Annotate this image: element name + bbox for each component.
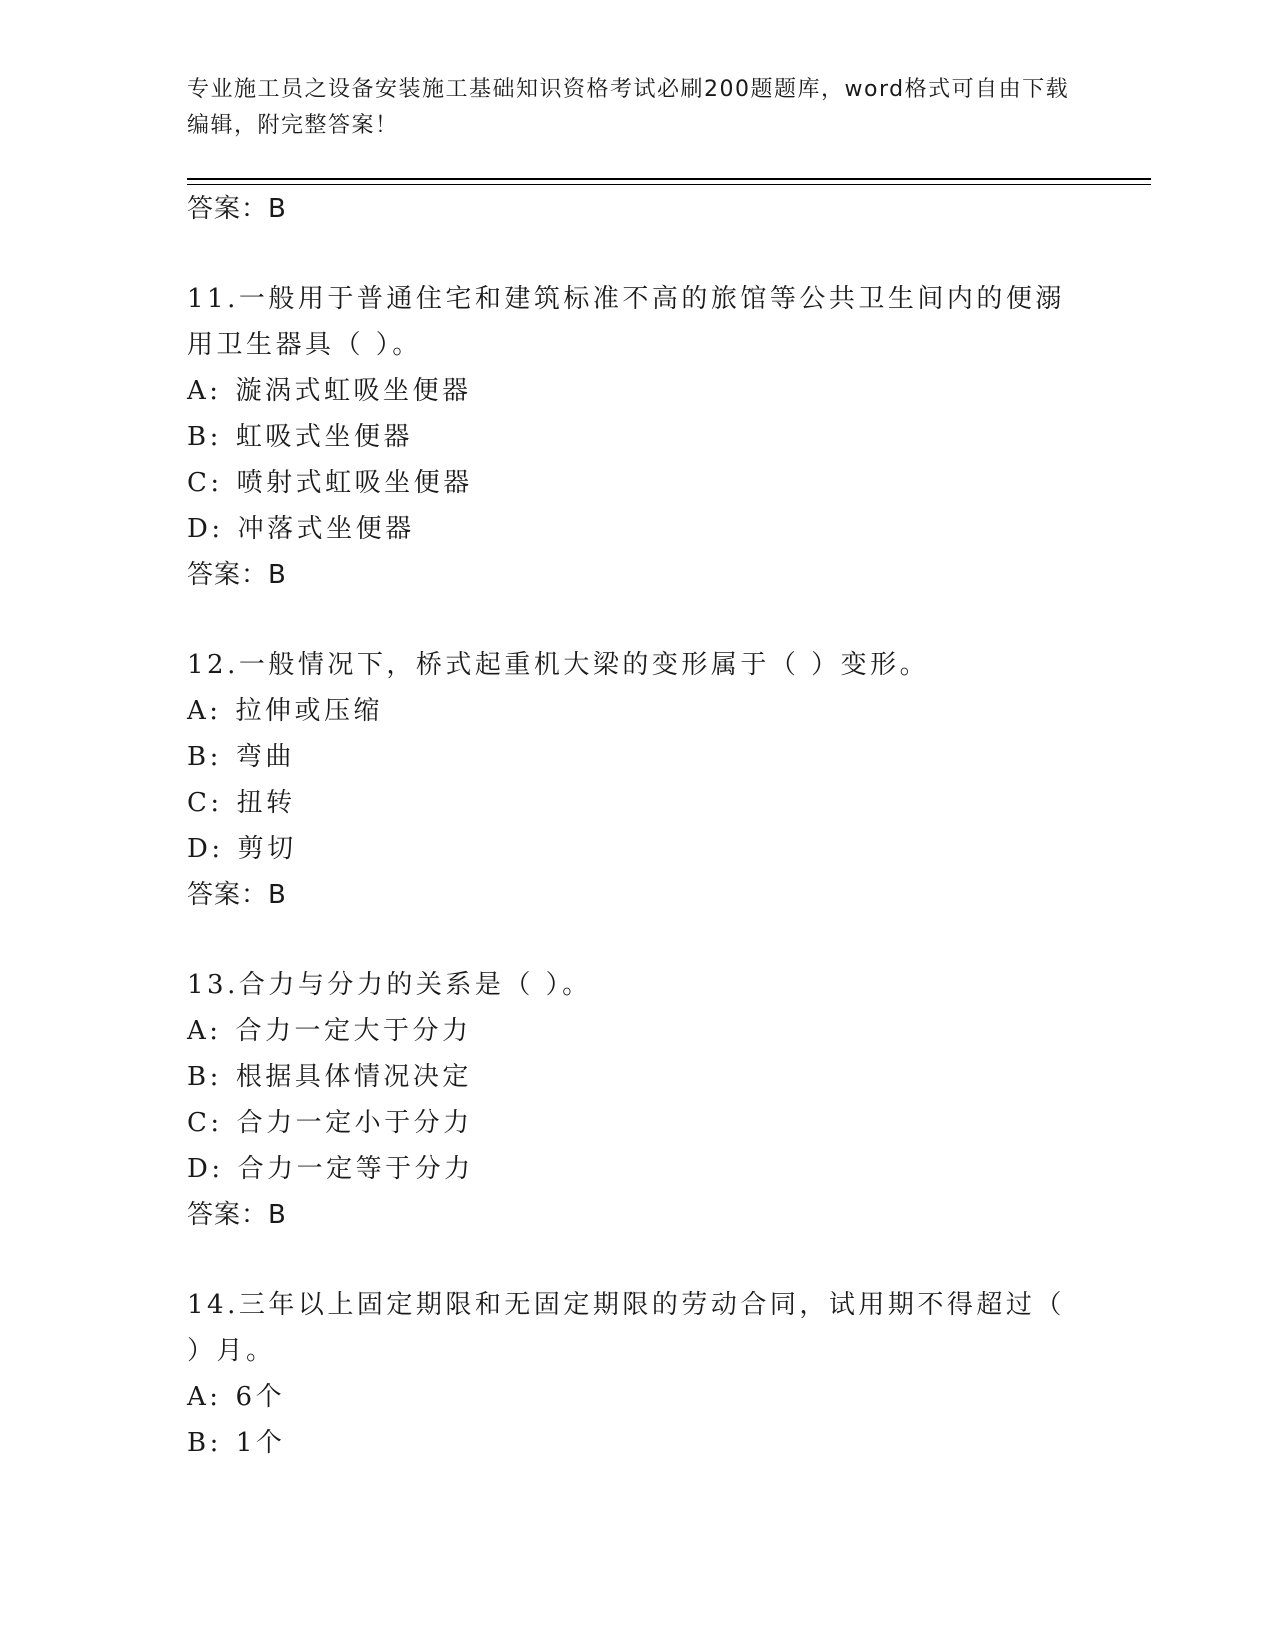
question-12 — [187, 642, 1087, 918]
spacer — [187, 232, 1087, 276]
option-text: 1个 — [235, 1428, 286, 1458]
question-list — [187, 186, 1087, 1466]
spacer — [187, 1238, 1087, 1282]
question-stem: 14.三年以上固定期限和无固定期限的劳动合同，试用期不得超过（ ）月。 — [187, 1290, 1065, 1366]
option-text: 拉伸或压缩 — [235, 696, 384, 726]
option-key: B: — [187, 1062, 222, 1092]
question-11 — [187, 276, 1087, 598]
option-key: A: — [187, 1382, 222, 1412]
option-text: 6个 — [235, 1382, 286, 1412]
option-text: 剪切 — [237, 834, 297, 864]
option-key: D: — [187, 834, 224, 864]
option-key: D: — [187, 514, 224, 544]
option-b — [187, 1420, 1087, 1466]
header-divider-thick — [187, 178, 1151, 180]
document-header: 专业施工员之设备安装施工基础知识资格考试必刷200题题库，word格式可自由下载编辑，附完整答案！ — [187, 77, 1070, 138]
option-key: D: — [187, 1154, 224, 1184]
option-key: B: — [187, 1428, 222, 1458]
spacer — [187, 598, 1087, 642]
option-b — [187, 734, 1087, 780]
option-c — [187, 1100, 1087, 1146]
option-key: C: — [187, 468, 223, 498]
spacer — [187, 918, 1087, 962]
option-text: 根据具体情况决定 — [235, 1062, 472, 1092]
question-answer: 答案：B — [187, 880, 287, 910]
option-key: C: — [187, 1108, 223, 1138]
option-c — [187, 780, 1087, 826]
option-text: 合力一定小于分力 — [236, 1108, 473, 1138]
option-key: A: — [187, 1016, 222, 1046]
header-divider-thin — [187, 184, 1151, 185]
option-a — [187, 688, 1087, 734]
option-b — [187, 414, 1087, 460]
option-text: 漩涡式虹吸坐便器 — [235, 376, 472, 406]
question-answer: 答案：B — [187, 560, 287, 590]
option-d — [187, 1146, 1087, 1192]
option-key: B: — [187, 742, 222, 772]
question-answer: 答案：B — [187, 1200, 287, 1230]
option-a — [187, 368, 1087, 414]
option-key: B: — [187, 422, 222, 452]
option-text: 合力一定大于分力 — [235, 1016, 472, 1046]
question-stem: 11.一般用于普通住宅和建筑标准不高的旅馆等公共卫生间内的便溺用卫生器具（ ）。 — [187, 284, 1065, 360]
option-b — [187, 1054, 1087, 1100]
option-d — [187, 506, 1087, 552]
option-key: C: — [187, 788, 223, 818]
option-text: 虹吸式坐便器 — [235, 422, 413, 452]
option-a — [187, 1374, 1087, 1420]
option-text: 弯曲 — [235, 742, 295, 772]
option-c — [187, 460, 1087, 506]
option-a — [187, 1008, 1087, 1054]
option-key: A: — [187, 376, 222, 406]
option-text: 合力一定等于分力 — [237, 1154, 474, 1184]
option-text: 冲落式坐便器 — [237, 514, 415, 544]
option-text: 喷射式虹吸坐便器 — [236, 468, 473, 498]
question-13 — [187, 962, 1087, 1238]
option-key: A: — [187, 696, 222, 726]
option-text: 扭转 — [236, 788, 296, 818]
previous-answer: 答案：B — [187, 194, 287, 224]
question-stem: 13.合力与分力的关系是（ ）。 — [187, 970, 592, 1000]
question-14 — [187, 1282, 1087, 1466]
option-d — [187, 826, 1087, 872]
question-stem: 12.一般情况下，桥式起重机大梁的变形属于（ ）变形。 — [187, 650, 930, 680]
